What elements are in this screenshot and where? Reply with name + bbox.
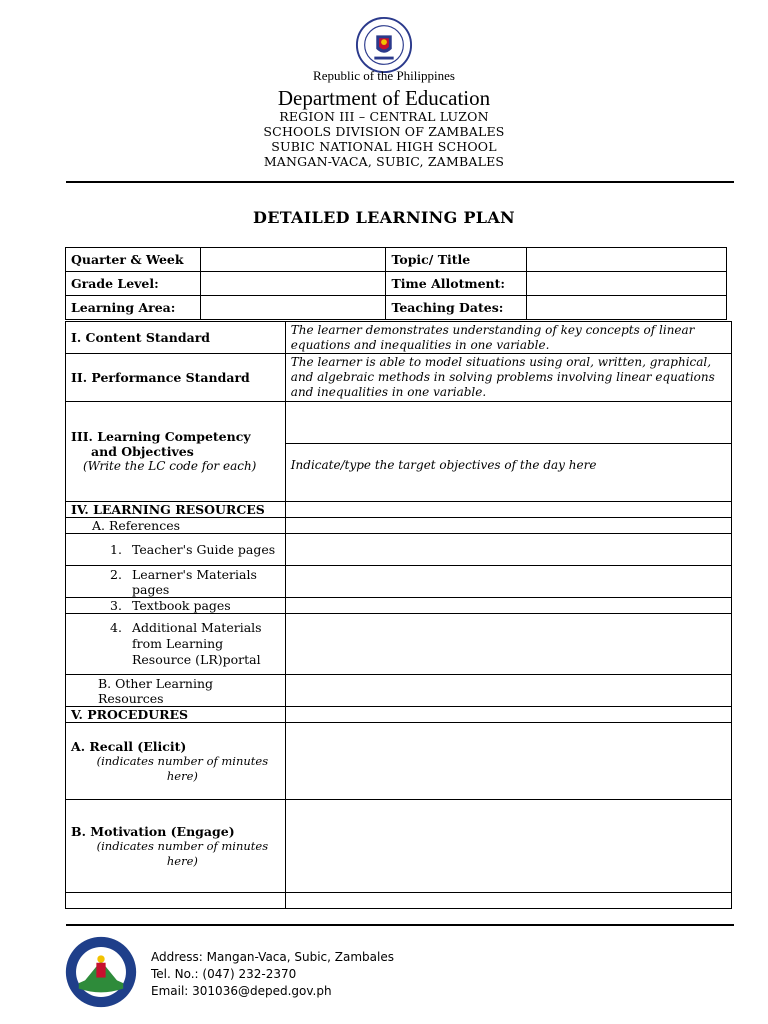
- motivation-note: (indicates number of minutes here): [96, 838, 269, 868]
- recall-cell: [66, 723, 286, 800]
- competency-code-field[interactable]: [285, 402, 731, 444]
- department-name: Department of Education: [277, 86, 491, 110]
- blank-row-label: [66, 893, 286, 909]
- motivation-label: B. Motivation (Engage): [71, 823, 235, 839]
- header-divider: [66, 181, 734, 183]
- motivation-field[interactable]: [285, 800, 731, 893]
- textbook-label: [66, 598, 286, 614]
- school-seal-logo: [64, 935, 138, 1009]
- teachers-guide-label: [66, 534, 286, 566]
- footer-address: Address: Mangan-Vaca, Subic, Zambales: [151, 950, 394, 964]
- other-resources-label: B. Other Learning Resources: [66, 675, 286, 707]
- document-title: DETAILED LEARNING PLAN: [253, 208, 515, 227]
- topic-title-field[interactable]: [527, 248, 727, 272]
- additional-materials-number: 4.: [110, 620, 122, 635]
- competency-cell: [66, 402, 286, 502]
- objectives-field[interactable]: Indicate/type the target objectives of the day here: [285, 444, 731, 502]
- division-text: SCHOOLS DIVISION OF ZAMBALES: [263, 124, 505, 139]
- textbook-field[interactable]: [285, 598, 731, 614]
- additional-materials-field[interactable]: [285, 614, 731, 675]
- teaching-dates-label: Teaching Dates:: [386, 296, 527, 320]
- learning-resources-field[interactable]: [285, 502, 731, 518]
- quarter-week-label: Quarter & Week: [66, 248, 201, 272]
- competency-label-1: III. Learning Competency: [71, 429, 251, 444]
- blank-row-field[interactable]: [285, 893, 731, 909]
- learning-area-label: Learning Area:: [66, 296, 201, 320]
- learning-area-field[interactable]: [200, 296, 386, 320]
- grade-level-label: Grade Level:: [66, 272, 201, 296]
- recall-label: A. Recall (Elicit): [71, 738, 187, 754]
- motivation-cell: [66, 800, 286, 893]
- time-allotment-label: Time Allotment:: [386, 272, 527, 296]
- competency-label-2: and Objectives: [91, 444, 194, 459]
- footer-divider: [66, 924, 734, 926]
- textbook-text: Textbook pages: [132, 598, 231, 613]
- time-allotment-field[interactable]: [527, 272, 727, 296]
- content-standard-text[interactable]: The learner demonstrates understanding of key concepts of linear equations and inequalities in one variable.: [285, 322, 731, 354]
- performance-standard-label: II. Performance Standard: [66, 354, 286, 402]
- deped-seal-logo: [355, 16, 413, 74]
- info-table: [65, 247, 727, 320]
- references-label: A. References: [66, 518, 286, 534]
- learners-materials-text: Learner's Materials pages: [132, 566, 257, 597]
- school-name: SUBIC NATIONAL HIGH SCHOOL: [271, 139, 497, 154]
- recall-note: (indicates number of minutes here): [96, 753, 269, 783]
- footer-telephone: Tel. No.: (047) 232-2370: [151, 967, 297, 981]
- republic-text: Republic of the Philippines: [313, 68, 455, 83]
- region-text: REGION III – CENTRAL LUZON: [279, 109, 489, 124]
- procedures-label: V. PROCEDURES: [66, 707, 286, 723]
- learners-materials-label: [66, 566, 286, 598]
- competency-note: (Write the LC code for each): [83, 459, 257, 473]
- content-standard-label: I. Content Standard: [66, 322, 286, 354]
- learners-materials-number: 2.: [110, 566, 122, 582]
- additional-materials-label: [66, 614, 286, 675]
- plan-table: [65, 321, 732, 909]
- performance-standard-text[interactable]: The learner is able to model situations using oral, written, graphical, and algebraic methods in solving problems involving linear equations and inequalities in one variable.: [285, 354, 731, 402]
- school-address: MANGAN-VACA, SUBIC, ZAMBALES: [263, 154, 505, 169]
- topic-title-label: Topic/ Title: [386, 248, 527, 272]
- references-field[interactable]: [285, 518, 731, 534]
- recall-field[interactable]: [285, 723, 731, 800]
- teaching-dates-field[interactable]: [527, 296, 727, 320]
- footer-email: Email: 301036@deped.gov.ph: [151, 984, 332, 998]
- learning-resources-label: IV. LEARNING RESOURCES: [66, 502, 286, 518]
- procedures-field[interactable]: [285, 707, 731, 723]
- teachers-guide-number: 1.: [110, 542, 122, 557]
- other-resources-field[interactable]: [285, 675, 731, 707]
- additional-materials-text: Additional Materials from Learning Resource (LR)portal: [132, 620, 262, 667]
- quarter-week-field[interactable]: [200, 248, 386, 272]
- teachers-guide-field[interactable]: [285, 534, 731, 566]
- grade-level-field[interactable]: [200, 272, 386, 296]
- teachers-guide-text: Teacher's Guide pages: [132, 542, 276, 557]
- textbook-number: 3.: [110, 598, 122, 613]
- learners-materials-field[interactable]: [285, 566, 731, 598]
